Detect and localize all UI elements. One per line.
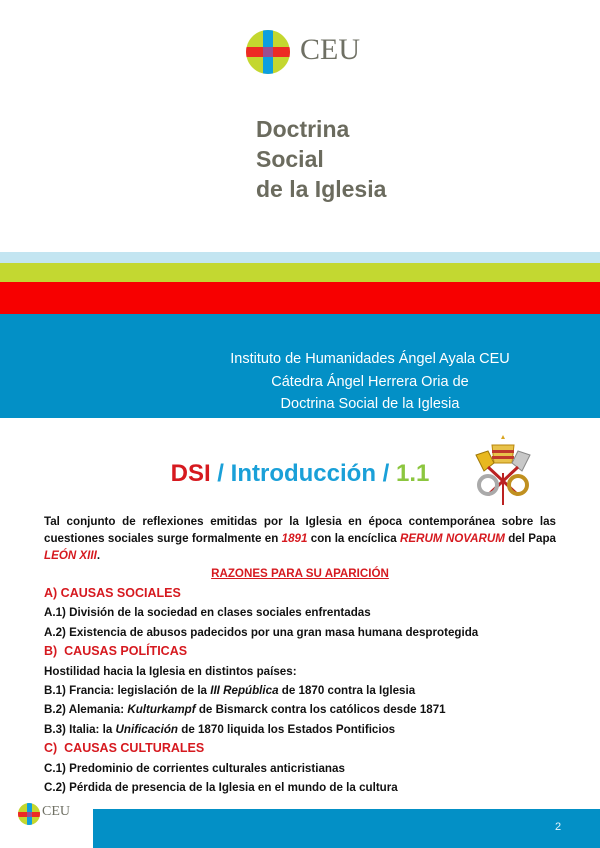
heading-separator: / xyxy=(375,460,396,487)
list-item: C.2) Pérdida de presencia de la Iglesia en el mundo de la cultura xyxy=(44,781,398,795)
footer-logo-emblem xyxy=(18,803,40,825)
section-a-heading: A) CAUSAS SOCIALES xyxy=(44,586,181,600)
reasons-title: RAZONES PARA SU APARICIÓN xyxy=(211,567,389,580)
causes-list xyxy=(44,584,478,797)
list-item: C.1) Predominio de corrientes culturales anticristianas xyxy=(44,761,345,775)
item-italic: III República xyxy=(210,684,279,698)
footer-logo-text: CEU xyxy=(42,804,70,819)
list-item: Hostilidad hacia la Iglesia en distintos países: xyxy=(44,664,297,678)
paragraph-text: Tal conjunto de reflexiones emitidas por la Iglesia en época contemporánea sobre las cuestiones sociales surge formalmente en xyxy=(44,515,556,545)
item-text: B.2) Alemania: xyxy=(44,703,128,717)
encyclical-highlight: RERUM NOVARUM xyxy=(400,532,505,545)
ceu-logo-emblem xyxy=(246,30,290,74)
year-highlight: 1891 xyxy=(281,532,308,545)
page-number: 2 xyxy=(555,821,562,833)
list-item xyxy=(44,681,478,700)
institute-text xyxy=(140,348,600,416)
paragraph-text: del Papa xyxy=(504,532,556,545)
pope-highlight: LEÓN XIII xyxy=(44,549,97,562)
item-text: de 1870 liquida los Estados Pontificios xyxy=(178,722,396,736)
item-italic: Kulturkampf xyxy=(127,703,196,717)
paragraph-text: con la encíclica xyxy=(307,532,400,545)
item-italic: Unificación xyxy=(115,722,179,736)
item-text: de 1870 contra la Iglesia xyxy=(278,684,416,698)
institute-line: Doctrina Social de la Iglesia xyxy=(280,396,460,412)
list-item xyxy=(44,720,478,739)
intro-paragraph xyxy=(44,513,556,564)
item-text: de Bismarck contra los católicos desde 1871 xyxy=(195,703,446,717)
paragraph-text: . xyxy=(96,549,101,562)
list-item: A.1) División de la sociedad en clases sociales enfrentadas xyxy=(44,606,371,620)
item-text: B.3) Italia: la xyxy=(44,722,116,736)
stripe-light-blue xyxy=(0,252,600,263)
institute-line: Instituto de Humanidades Ángel Ayala CEU xyxy=(230,351,510,367)
list-item: A.2) Existencia de abusos padecidos por una gran masa humana desprotegida xyxy=(44,625,479,639)
title-line: Social xyxy=(256,146,324,172)
heading-number: 1.1 xyxy=(396,460,430,487)
heading-intro: Introducción xyxy=(230,460,376,487)
title-line: Doctrina xyxy=(256,116,350,142)
stripe-green xyxy=(0,263,600,282)
title-line: de la Iglesia xyxy=(256,176,387,202)
document-title xyxy=(256,114,386,204)
footer-bar xyxy=(93,809,600,848)
stripe-red xyxy=(0,282,600,314)
papal-coat-of-arms-icon xyxy=(470,433,536,507)
section-b-heading: B) CAUSAS POLÍTICAS xyxy=(44,644,188,659)
item-text: B.1) Francia: legislación de la xyxy=(44,684,211,698)
heading-dsi: DSI xyxy=(170,460,211,487)
institute-line: Cátedra Ángel Herrera Oria de xyxy=(271,373,469,390)
section-c-heading: C) CAUSAS CULTURALES xyxy=(44,741,205,756)
heading-separator: / xyxy=(210,460,231,487)
list-item xyxy=(44,700,478,719)
ceu-logo-text: CEU xyxy=(300,33,360,66)
